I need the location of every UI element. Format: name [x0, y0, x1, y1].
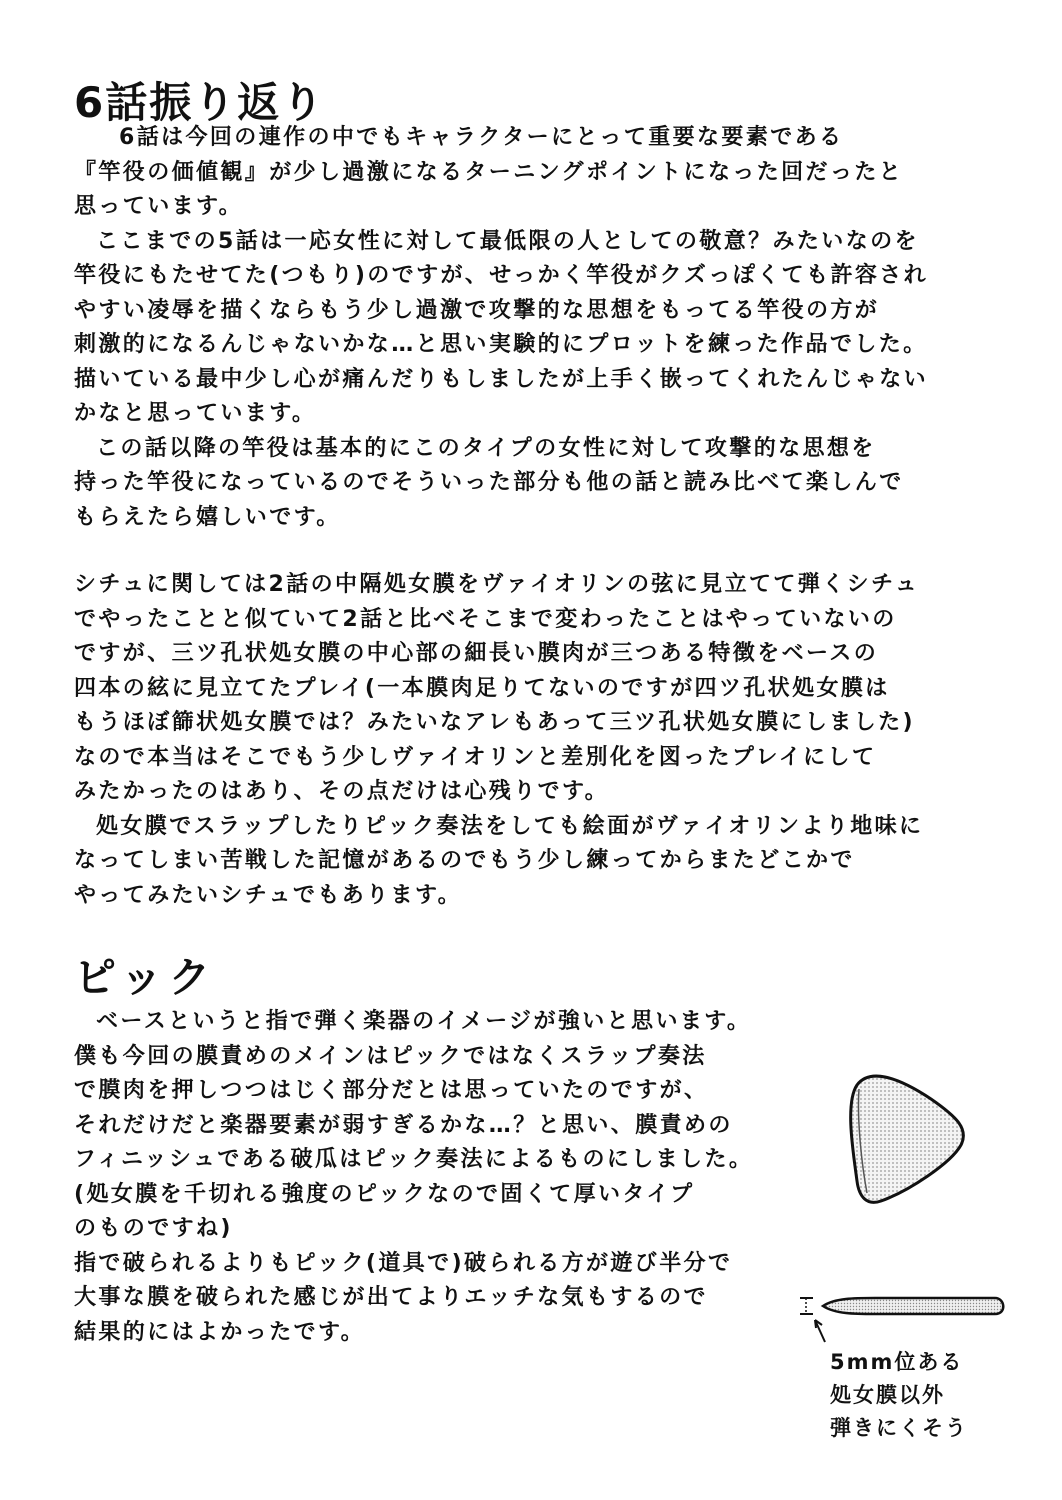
text-line: 持った竿役になっているのでそういった部分も他の話と読み比べて楽しんで	[74, 470, 904, 495]
text-line: 竿役にもたせてた(つもり)のですが、せっかく竿役がクズっぽくても許容され	[74, 263, 929, 288]
text-line: 処女膜でスラップしたりピック奏法をしても絵面がヴァイオリンより地味に	[96, 813, 924, 839]
text-line: 結果的にはよかったです。	[74, 1319, 366, 1345]
text-line: やすい凌辱を描くならもう少し過激で攻撃的な思想をもってる竿役の方が	[74, 297, 880, 323]
section-title-pick: ピック	[74, 953, 217, 1002]
text-line: (処女膜を千切れる強度のピックなので固くて厚いタイプ	[74, 1181, 695, 1207]
guitar-pick-illustration	[835, 1065, 975, 1215]
text-line: 『竿役の価値観』が少し過激になるターニングポイントになった回だったと	[74, 159, 904, 185]
text-line: 6話は今回の連作の中でもキャラクターにとって重要な要素である	[119, 125, 844, 150]
note-line: 処女膜以外	[830, 1383, 945, 1407]
text-line: それだけだと楽器要素が弱すぎるかな…？と思い、膜責めの	[74, 1112, 733, 1138]
text-line: で膜肉を押しつつはじく部分だとは思っていたのですが、	[74, 1078, 709, 1103]
section-title-episode6: 6話振り返り	[74, 78, 326, 127]
paragraph-episode6-review	[74, 121, 928, 535]
paragraph-situation	[74, 568, 923, 913]
text-line: みたかったのはあり、その点だけは心残りです。	[74, 779, 610, 804]
text-line: 刺激的になるんじゃないかな…と思い実験的にプロットを練った作品でした。	[74, 332, 928, 357]
text-line: やってみたいシチュでもあります。	[74, 882, 462, 908]
pick-side-view-illustration	[795, 1290, 1035, 1350]
text-line: のものですね)	[74, 1216, 233, 1241]
text-line: もうほぼ篩状処女膜では？みたいなアレもあって三ツ孔状処女膜にしました)	[74, 710, 915, 735]
text-line: ですが、三ツ孔状処女膜の中心部の細長い膜肉が三つある特徴をベースの	[74, 641, 879, 666]
text-line: かなと思っています。	[74, 401, 317, 426]
text-line: 四本の絃に見立てたプレイ(一本膜肉足りてないのですが四ツ孔状処女膜は	[74, 675, 890, 701]
note-line: 弾きにくそう	[830, 1416, 968, 1440]
text-line: フィニッシュである破瓜はピック奏法によるものにしました。	[74, 1147, 754, 1172]
text-line: 指で破られるよりもピック(道具で)破られる方が遊び半分で	[74, 1250, 733, 1276]
text-line: 僕も今回の膜責めのメインはピックではなくスラップ奏法	[74, 1043, 707, 1069]
text-line: シチュに関しては2話の中隔処女膜をヴァイオリンの弦に見立てて弾くシチュ	[74, 572, 920, 597]
text-line: なってしまい苦戦した記憶があるのでもう少し練ってからまたどこかで	[74, 848, 855, 873]
text-line: ベースというと指で弾く楽器のイメージが強いと思います。	[96, 1009, 752, 1034]
text-line: なので本当はそこでもう少しヴァイオリンと差別化を図ったプレイにして	[74, 744, 877, 770]
text-line: この話以降の竿役は基本的にこのタイプの女性に対して攻撃的な思想を	[96, 435, 876, 461]
text-line: でやったことと似ていて2話と比べそこまで変わったことはやっていないの	[74, 606, 897, 632]
note-line: 5mm位ある	[830, 1350, 964, 1374]
text-line: 描いている最中少し心が痛んだりもしましたが上手く嵌ってくれたんじゃない	[74, 366, 929, 392]
text-line: 大事な膜を破られた感じが出てよりエッチな気もするので	[74, 1285, 708, 1310]
text-line: もらえたら嬉しいです。	[74, 504, 341, 530]
side-note	[830, 1346, 968, 1445]
text-line: 思っています。	[74, 194, 244, 219]
text-line: ここまでの5話は一応女性に対して最低限の人としての敬意？みたいなのを	[96, 228, 919, 254]
paragraph-pick	[74, 1005, 753, 1350]
